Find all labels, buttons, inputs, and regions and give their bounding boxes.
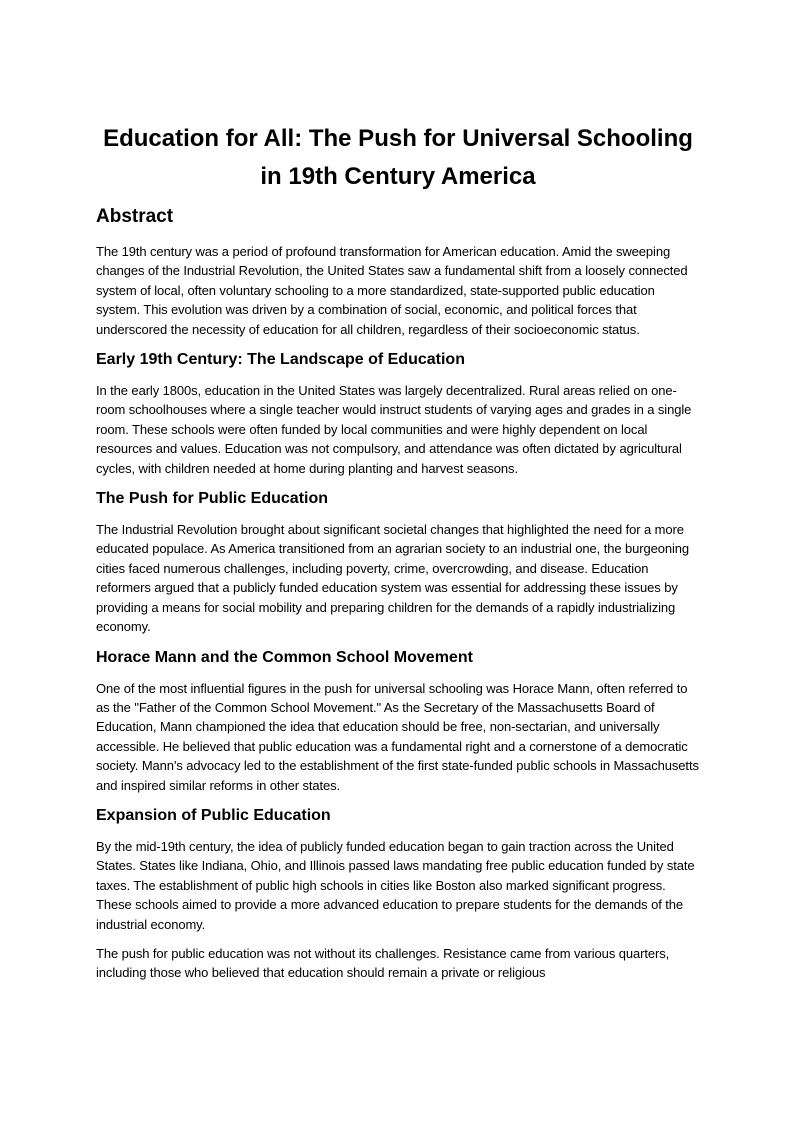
- paragraph: One of the most influential figures in the push for universal schooling was Horace Mann, often referred to as the "Father of the Common School Movement." As the Secretary of the Massachusetts Board of Education, Mann championed the idea that education should be free, non-sectarian, and universally accessible. He believed that public education was a fundamental right and a cornerstone of a democratic society. Mann's advocacy led to the establishment of the first state-funded public schools in Massachusetts and inspired similar reforms in other states.: [96, 680, 699, 793]
- paragraph: The push for public education was not without its challenges. Resistance came from various quarters, including those who believed that education should remain a private or religious: [96, 945, 670, 981]
- section-heading-push-for-public-education: The Push for Public Education: [96, 490, 329, 508]
- section-heading-horace-mann: Horace Mann and the Common School Movement: [96, 648, 473, 666]
- section-heading-early-19th-century: Early 19th Century: The Landscape of Education: [96, 351, 465, 369]
- paragraph: The 19th century was a period of profound transformation for American education. Amid the sweeping changes of the Industrial Revolution, the United States saw a fundamental shift from a loosely connected system of local, often voluntary schooling to a more standardized, state-supported public education system. This evolution was driven by a combination of social, economic, and political forces that underscored the necessity of education for all children, regardless of their socioeconomic status.: [96, 244, 688, 337]
- document-page: [96, 120, 700, 993]
- paragraph: By the mid-19th century, the idea of publicly funded education began to gain traction across the United States. States like Indiana, Ohio, and Illinois passed laws mandating free public education funded by state taxes. The establishment of public high schools in cities like Boston also marked significant progress. These schools aimed to provide a more advanced education to prepare students for the demands of the industrial economy.: [96, 838, 695, 932]
- paragraph: The Industrial Revolution brought about significant societal changes that highlighted the need for a more educated populace. As America transitioned from an agrarian society to an industrial one, the burgeoning cities faced numerous challenges, including poverty, crime, overcrowding, and disease. Education reformers argued that a publicly funded education system was essential for addressing these issues by providing a means for social mobility and preparing children for the demands of a rapidly industrializing economy.: [96, 522, 690, 635]
- section-heading-abstract: Abstract: [96, 206, 174, 227]
- paragraph: In the early 1800s, education in the United States was largely decentralized. Rural areas relied on one-room schoolhouses where a single teacher would instruct students of varying ages and grades in a single room. These schools were often funded by local communities and were highly dependent on local resources and values. Education was not compulsory, and attendance was often dictated by agricultural cycles, with children needed at home during planting and harvest seasons.: [96, 383, 692, 476]
- section-heading-expansion: Expansion of Public Education: [96, 806, 331, 824]
- document-title: Education for All: The Push for Universal Schooling in 19th Century America: [103, 125, 693, 190]
